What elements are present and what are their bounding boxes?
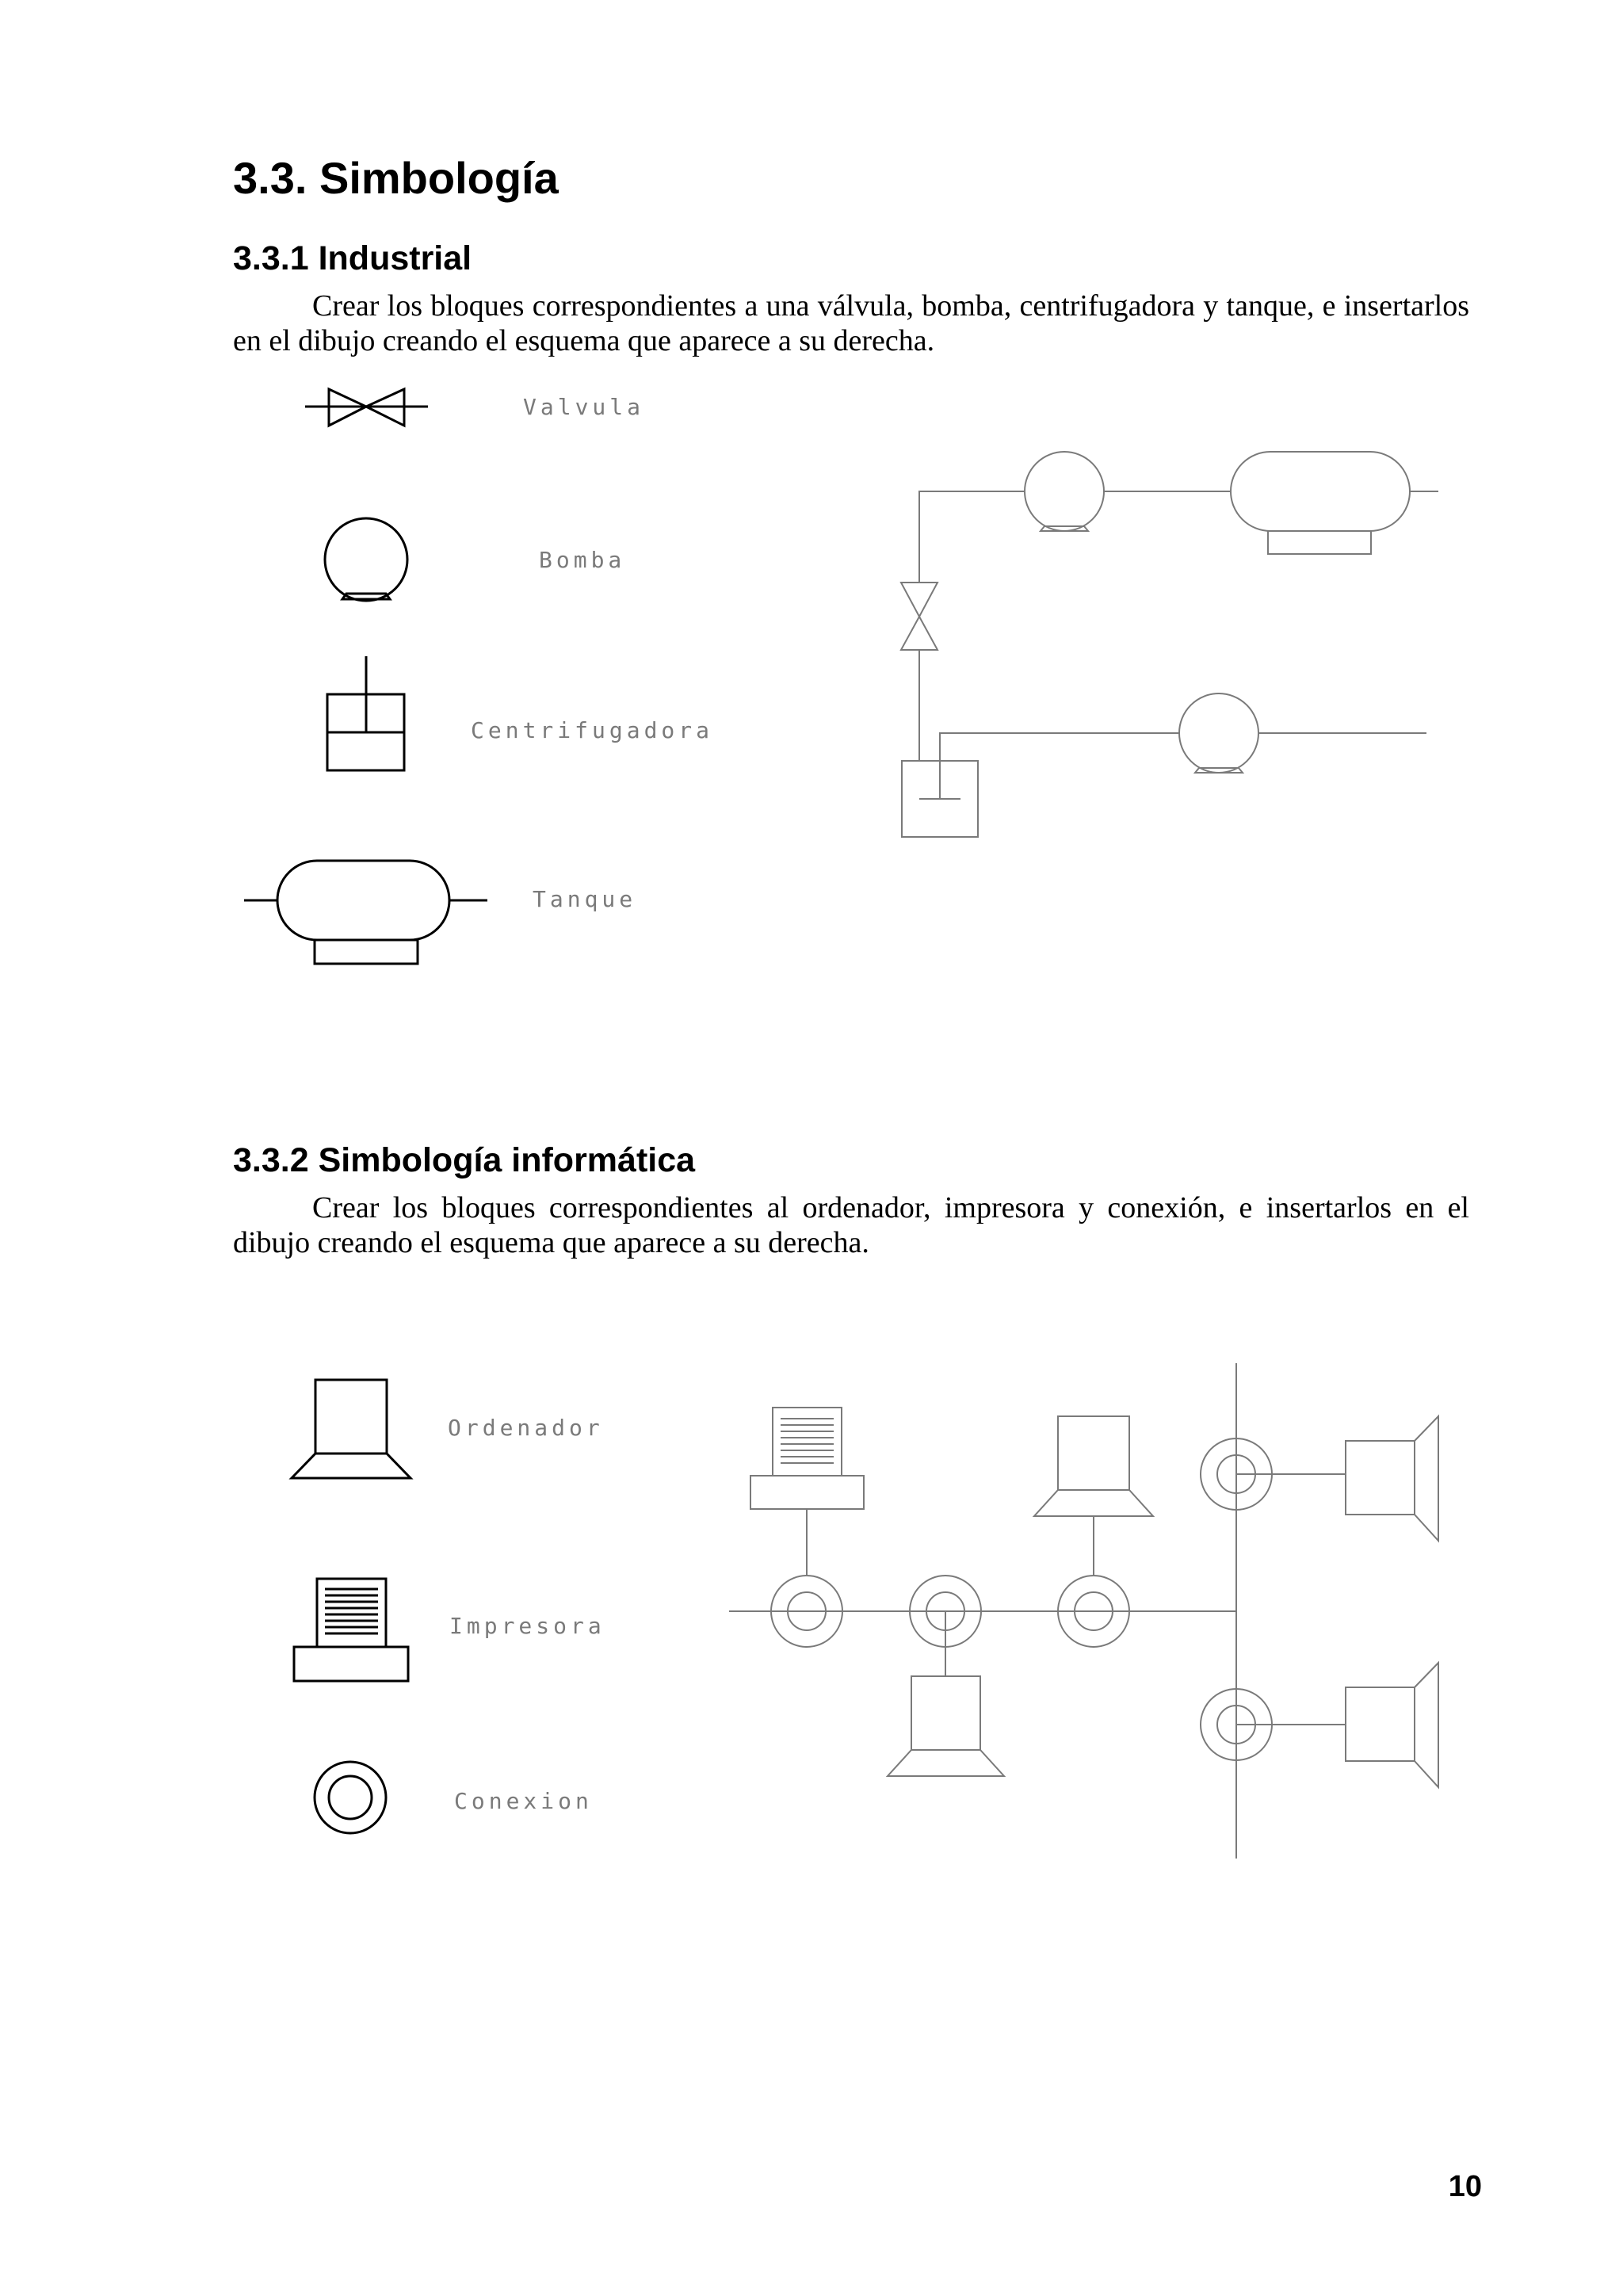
bomba-label: Bomba <box>539 547 626 573</box>
valve-symbol <box>305 389 428 426</box>
industrial-heading: 3.3.1 Industrial <box>233 239 472 277</box>
section-title: 3.3. Simbología <box>233 153 559 203</box>
industrial-scheme <box>901 452 1438 837</box>
pump-symbol <box>325 518 407 601</box>
computer-symbol <box>292 1380 411 1478</box>
tank-symbol <box>244 861 487 964</box>
tanque-label: Tanque <box>533 886 637 912</box>
informatica-paragraph: Crear los bloques correspondientes al ordenador, impresora y conexión, e insertarlos en el dibujo creando el esquema que aparece a su derecha. <box>233 1191 1469 1259</box>
page-number: 10 <box>1448 2170 1482 2203</box>
informatica-heading: 3.3.2 Simbología informática <box>233 1141 696 1179</box>
centrifuge-symbol <box>327 656 404 770</box>
impresora-label: Impresora <box>449 1613 605 1639</box>
conexion-label: Conexion <box>454 1788 593 1814</box>
centrifugadora-label: Centrifugadora <box>471 717 714 743</box>
ordenador-label: Ordenador <box>448 1415 604 1441</box>
network-scheme <box>729 1363 1438 1859</box>
industrial-paragraph: Crear los bloques correspondientes a una válvula, bomba, centrifugadora y tanque, e insertarlos en el dibujo creando el esquema que aparece a su derecha. <box>233 289 1469 357</box>
connection-symbol <box>315 1762 386 1833</box>
valvula-label: Valvula <box>523 394 645 420</box>
printer-symbol <box>294 1579 408 1681</box>
